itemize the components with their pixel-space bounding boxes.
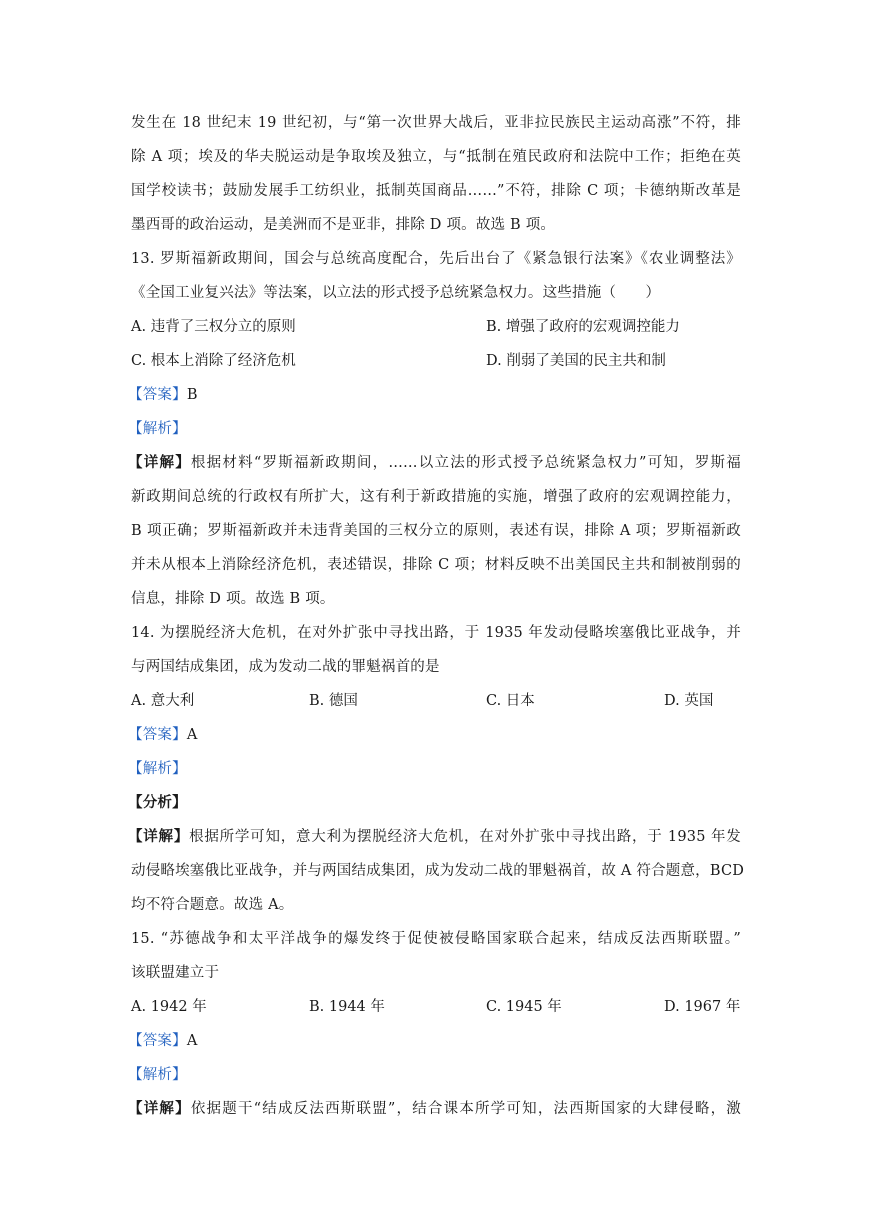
- q13-answer: [128, 384, 738, 406]
- q13-detail-line-3: B 项正确；罗斯福新政并未违背美国的三权分立的原则，表述有误，排除 A 项；罗斯福新政: [131, 523, 741, 539]
- q15-answer: [128, 1030, 738, 1052]
- q14-analysis-tag: 【解析】: [128, 761, 187, 777]
- q14-detail-tag: 【详解】: [128, 828, 190, 845]
- q14-detail-line-2: 动侵略埃塞俄比亚战争，并与两国结成集团，成为发动二战的罪魁祸首，故 A 符合题意，BCD: [131, 863, 745, 879]
- q14-detail-text-1: 根据所学可知，意大利为摆脱经济大危机，在对外扩张中寻找出路，于 1935 年发: [189, 829, 741, 845]
- q13-option-a: A. 违背了三权分立的原则: [131, 319, 296, 335]
- q14-answer: [128, 724, 738, 746]
- q15-answer-value: A: [186, 1033, 198, 1049]
- q14-detail-line-1: [128, 826, 741, 848]
- q13-analysis: [128, 418, 738, 440]
- q15-option-d: D. 1967 年: [664, 999, 741, 1015]
- q13-answer-tag: 【答案】: [128, 387, 187, 403]
- q14-stem-line-2: 与两国结成集团，成为发动二战的罪魁祸首的是: [131, 659, 440, 675]
- q14-stem-line-1: 14. 为摆脱经济大危机，在对外扩张中寻找出路，于 1935 年发动侵略埃塞俄比亚战争，并: [131, 625, 741, 641]
- q14-analysis: [128, 758, 738, 780]
- q13-detail-line-4: 并未从根本上消除经济危机，表述错误，排除 C 项；材料反映不出美国民主共和制被削弱的: [131, 557, 741, 573]
- q15-detail-text-1: 依据题干“结成反法西斯联盟”，结合课本所学可知，法西斯国家的大肆侵略，激: [190, 1101, 741, 1117]
- q14-option-c: C. 日本: [486, 693, 535, 709]
- q14-answer-value: A: [186, 727, 198, 743]
- q15-analysis-tag: 【解析】: [128, 1067, 187, 1083]
- q13-detail-text-1: 根据材料“罗斯福新政期间，……以立法的形式授予总统紧急权力”可知，罗斯福: [190, 455, 741, 471]
- q12-explanation-line-2: 除 A 项；埃及的华夫脱运动是争取埃及独立，与“抵制在殖民政府和法院中工作；拒绝在英: [131, 149, 741, 165]
- q13-detail-line-1: [128, 452, 741, 474]
- q13-analysis-tag: 【解析】: [128, 421, 187, 437]
- q12-explanation-line-3: 国学校读书；鼓励发展手工纺织业，抵制英国商品……”不符，排除 C 项；卡德纳斯改革是: [131, 183, 741, 199]
- q14-fenxi-tag: 【分析】: [128, 794, 187, 811]
- q15-stem-line-2: 该联盟建立于: [131, 965, 220, 981]
- q15-detail-line-1: [128, 1098, 741, 1120]
- q15-option-b: B. 1944 年: [309, 999, 385, 1015]
- q12-explanation-line-1: 发生在 18 世纪末 19 世纪初，与“第一次世界大战后，亚非拉民族民主运动高涨”不符，排: [131, 115, 741, 131]
- q14-fenxi: [128, 792, 738, 814]
- q13-option-d: D. 削弱了美国的民主共和制: [486, 353, 666, 369]
- q15-analysis: [128, 1064, 738, 1086]
- q15-option-c: C. 1945 年: [486, 999, 562, 1015]
- q15-stem-line-1: 15. “苏德战争和太平洋战争的爆发终于促使被侵略国家联合起来，结成反法西斯联盟。”: [131, 931, 741, 947]
- q14-option-a: A. 意大利: [131, 693, 195, 709]
- q13-stem-line-1: 13. 罗斯福新政期间，国会与总统高度配合，先后出台了《紧急银行法案》《农业调整法》: [131, 251, 741, 267]
- q15-option-a: A. 1942 年: [131, 999, 207, 1015]
- q13-stem-line-2: 《全国工业复兴法》等法案，以立法的形式授予总统紧急权力。这些措施（ ）: [131, 285, 661, 301]
- q13-answer-value: B: [186, 387, 198, 403]
- q14-detail-line-3: 均不符合题意。故选 A。: [131, 897, 294, 913]
- q12-explanation-line-4: 墨西哥的政治运动，是美洲而不是亚非，排除 D 项。故选 B 项。: [131, 217, 556, 233]
- q13-detail-line-2: 新政期间总统的行政权有所扩大，这有利于新政措施的实施，增强了政府的宏观调控能力，: [131, 489, 741, 505]
- q13-option-b: B. 增强了政府的宏观调控能力: [486, 319, 680, 335]
- q14-option-d: D. 英国: [664, 693, 714, 709]
- q14-answer-tag: 【答案】: [128, 727, 187, 743]
- q13-detail-line-5: 信息，排除 D 项。故选 B 项。: [131, 591, 335, 607]
- q15-answer-tag: 【答案】: [128, 1033, 187, 1049]
- q13-option-c: C. 根本上消除了经济危机: [131, 353, 296, 369]
- q13-detail-tag: 【详解】: [128, 454, 191, 471]
- q15-detail-tag: 【详解】: [128, 1100, 191, 1117]
- q14-option-b: B. 德国: [309, 693, 358, 709]
